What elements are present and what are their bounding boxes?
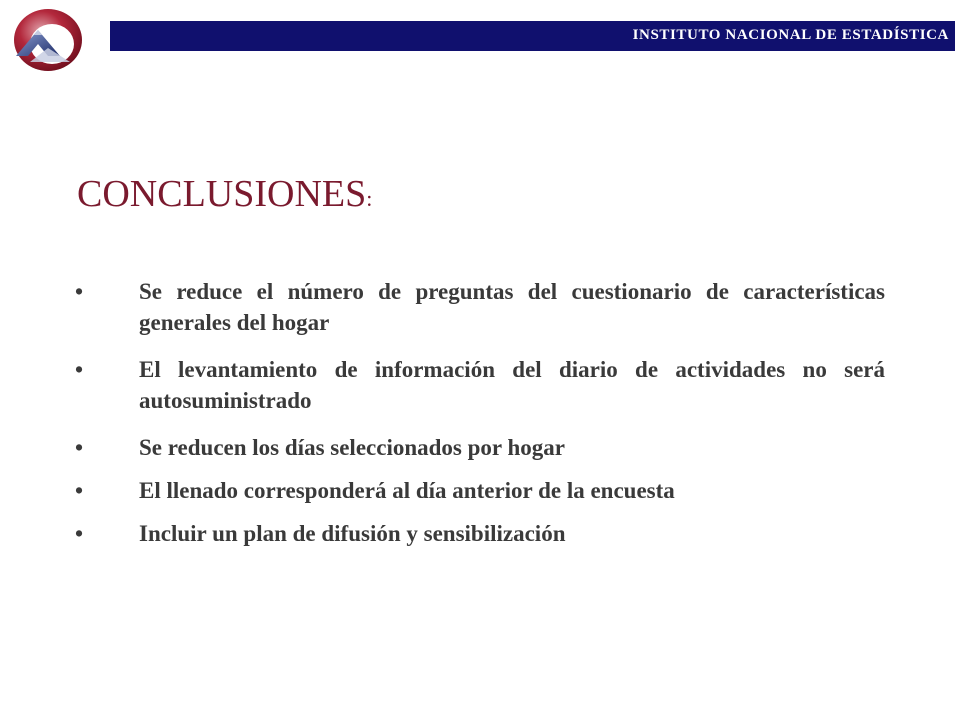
- bullet-dot: •: [75, 521, 84, 546]
- list-item-text: El levantamiento de información del diario de actividades no será autosuministrado: [139, 357, 885, 413]
- bullet-dot: •: [75, 279, 84, 304]
- list-item: [75, 475, 885, 506]
- slide-title: [77, 172, 372, 221]
- ine-logo-icon: [8, 4, 86, 76]
- list-item-text: Se reducen los días seleccionados por hogar: [139, 435, 565, 460]
- slide-title-colon: :: [366, 186, 373, 211]
- list-item-text: Se reduce el número de preguntas del cuestionario de características generales del hogar: [139, 279, 885, 335]
- institution-name: INSTITUTO NACIONAL DE ESTADÍSTICA: [632, 27, 949, 43]
- list-item: [75, 518, 885, 549]
- bullet-dot: •: [75, 435, 84, 460]
- list-item: [75, 432, 885, 463]
- slide-title-text: CONCLUSIONES: [77, 173, 367, 215]
- bullet-dot: •: [75, 478, 84, 503]
- list-item: [75, 354, 885, 416]
- header-bar: [110, 21, 955, 51]
- list-item: [75, 276, 885, 338]
- list-item-text: Incluir un plan de difusión y sensibilización: [139, 521, 566, 546]
- bullet-dot: •: [75, 357, 84, 382]
- list-item-text: El llenado corresponderá al día anterior de la encuesta: [139, 478, 675, 503]
- conclusions-list: [75, 276, 885, 565]
